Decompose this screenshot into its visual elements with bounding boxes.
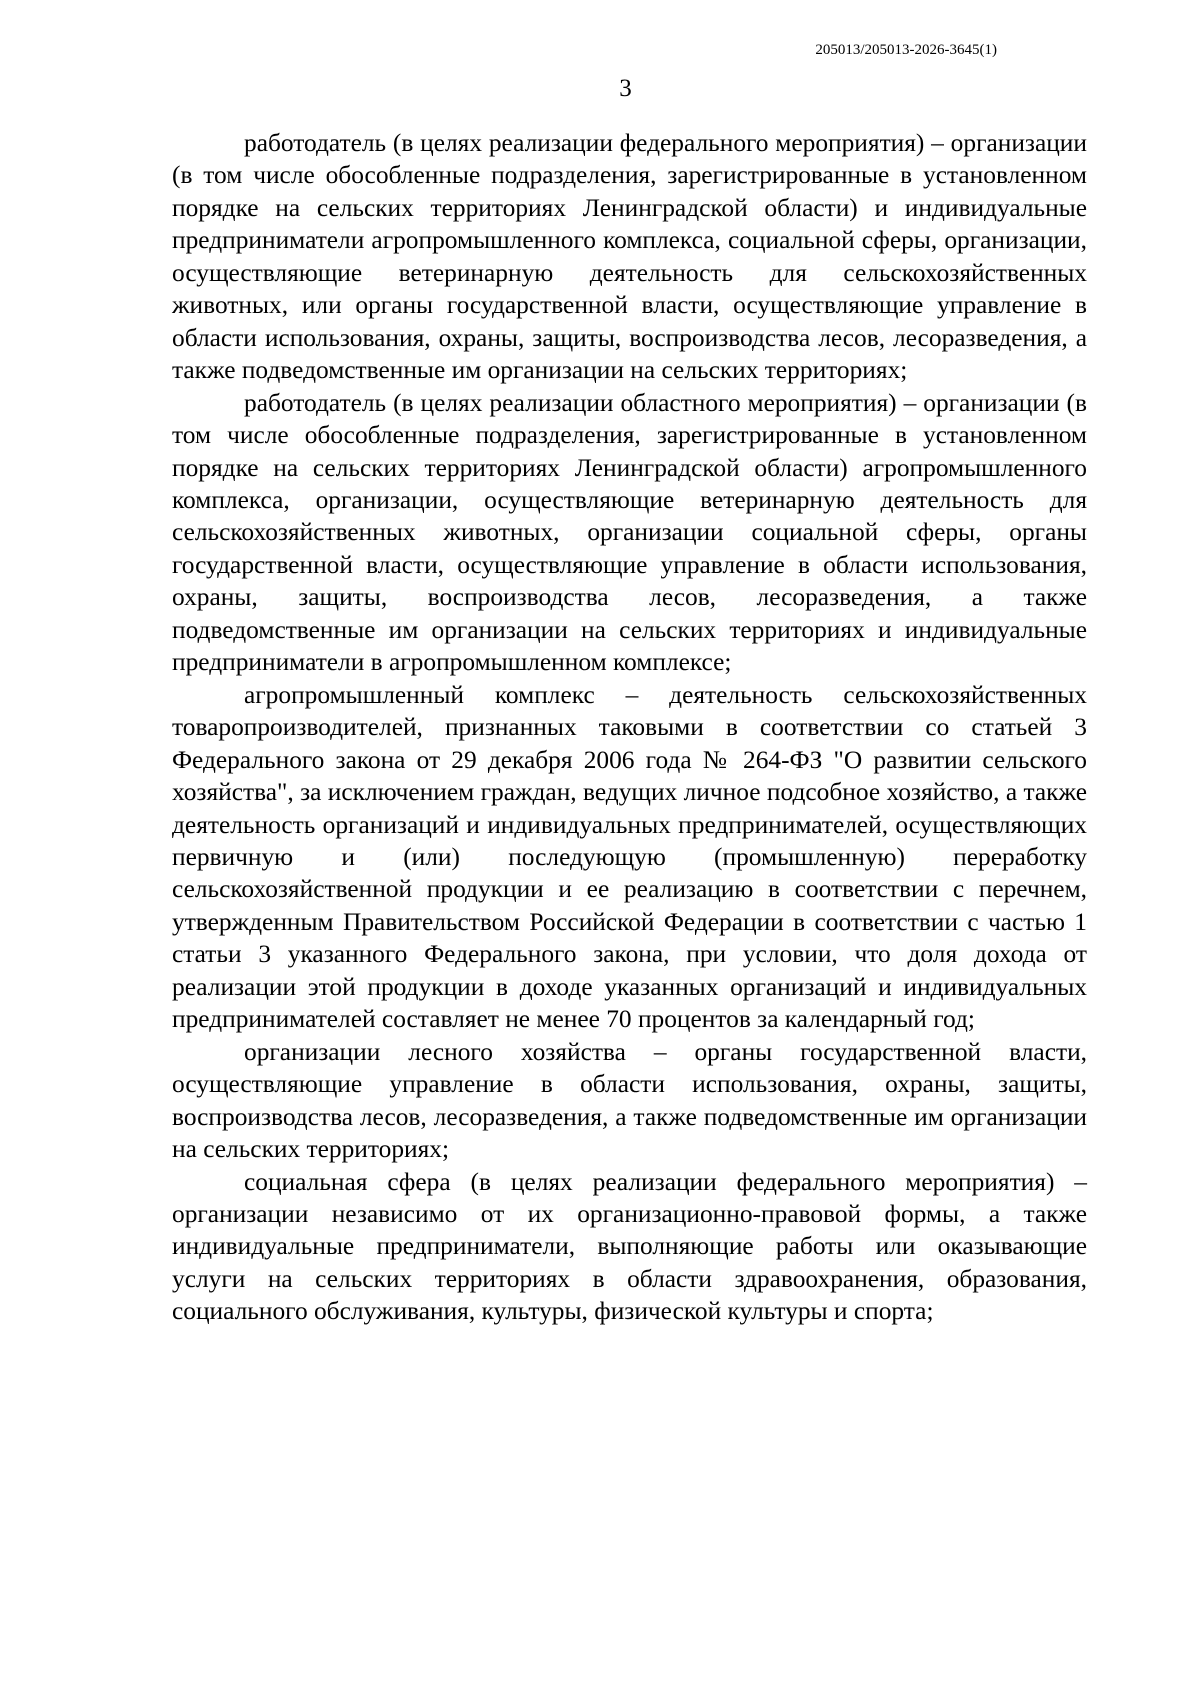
page-number: 3 (619, 75, 632, 102)
document-id: 205013/205013-2026-3645(1) (815, 42, 997, 58)
document-body (172, 127, 1087, 1328)
paragraph-agro-complex: агропромышленный комплекс – деятельность сельскохозяйственных товаропроизводителей, признанных таковыми в соответствии со статьей 3 Федерального закона от 29 декабря 2006 года № 264-ФЗ "О развитии сельского хозяйства", за исключением граждан, ведущих личное подсобное хозяйство, а также деятельность организаций и индивидуальных предпринимателей, осуществляющих первичную и (или) последующую (промышленную) переработку сельскохозяйственной продукции и ее реализацию в соответствии с перечнем, утвержденным Правительством Российской Федерации в соответствии с частью 1 статьи 3 указанного Федерального закона, при условии, что доля дохода от реализации этой продукции в доходе указанных организаций и индивидуальных предпринимателей составляет не менее 70 процентов за календарный год; (172, 680, 1087, 1034)
paragraph-employer-federal: работодатель (в целях реализации федерального мероприятия) – организации (в том числе обособленные подразделения, зарегистрированные в установленном порядке на сельских территориях Ленинградской области) и индивидуальные предприниматели агропромышленного комплекса, социальной сферы, организации, осуществляющие ветеринарную деятельность для сельскохозяйственных животных, или органы государственной власти, осуществляющие управление в области использования, охраны, защиты, воспроизводства лесов, лесоразведения, а также подведомственные им организации на сельских территориях; (172, 129, 1087, 385)
paragraph-forestry-organizations: организации лесного хозяйства – органы государственной власти, осуществляющие управление в области использования, охраны, защиты, воспроизводства лесов, лесоразведения, а также подведомственные им организации на сельских территориях; (172, 1037, 1087, 1164)
paragraph-employer-regional: работодатель (в целях реализации областного мероприятия) – организации (в том числе обособленные подразделения, зарегистрированные в установленном порядке на сельских территориях Ленинградской области) агропромышленного комплекса, организации, осуществляющие ветеринарную деятельность для сельскохозяйственных животных, организации социальной сферы, органы государственной власти, осуществляющие управление в области использования, охраны, защиты, воспроизводства лесов, лесоразведения, а также подведомственные им организации на сельских территориях и индивидуальные предприниматели в агропромышленном комплексе; (172, 388, 1087, 677)
paragraph-social-sphere: социальная сфера (в целях реализации федерального мероприятия) – организации независимо от их организационно-правовой формы, а также индивидуальные предприниматели, выполняющие работы или оказывающие услуги на сельских территориях в области здравоохранения, образования, социального обслуживания, культуры, физической культуры и спорта; (172, 1167, 1087, 1326)
